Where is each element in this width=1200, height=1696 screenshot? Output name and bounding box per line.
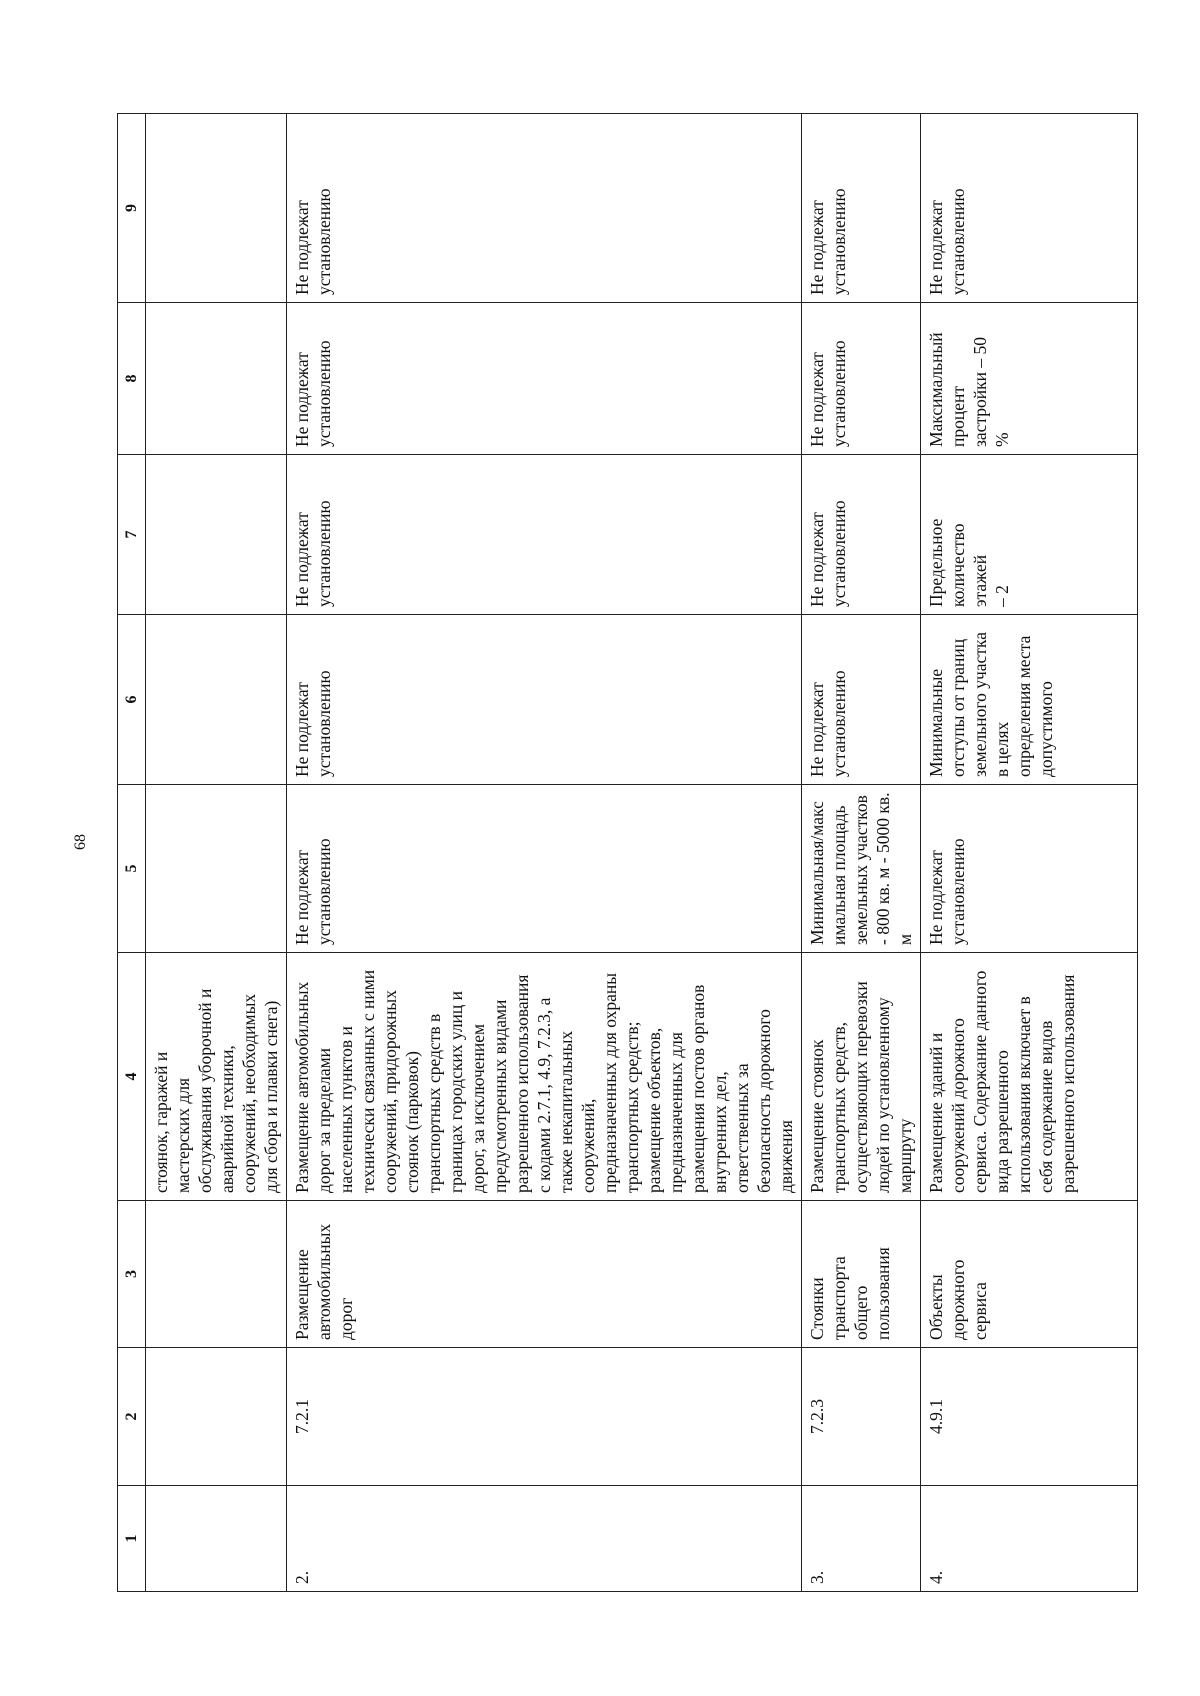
table-row bbox=[802, 114, 921, 1592]
area-cell: Не подлежат установлению bbox=[921, 785, 1138, 953]
coverage-cell: Не подлежат установлению bbox=[802, 303, 921, 455]
rotated-table-container bbox=[117, 114, 1105, 1592]
row-number-cell: 4. bbox=[921, 1486, 1138, 1592]
floors-cell bbox=[146, 455, 287, 615]
setback-cell: Не подлежат установлению bbox=[287, 615, 802, 785]
code-cell: 4.9.1 bbox=[921, 1348, 1138, 1486]
code-cell: 7.2.3 bbox=[802, 1348, 921, 1486]
floors-cell: Предельное количество этажей – 2 bbox=[921, 455, 1138, 615]
extra-cell: Не подлежат установлению bbox=[921, 114, 1138, 303]
coverage-cell bbox=[146, 303, 287, 455]
use-name-cell: Размещение автомобильных дорог bbox=[287, 1201, 802, 1348]
description-cell: Размещение автомобильных дорог за пределами населенных пунктов и технически связанных с ними сооружений, придорожных стоянок (парковок) транспортных средств в границах городских улиц и дорог, за исключением предусмотренных видами разрешенного использования с кодами 2.7.1, 4.9, 7.2.3, а также некапитальных сооружений, предназначенных для охраны транспортных средств; размещение объектов, предназначенных для размещения постов органов внутренних дел, ответственных за безопасность дорожного движения bbox=[287, 953, 802, 1201]
area-cell: Минимальная/макс имальная площадь земельных участков - 800 кв. м - 5000 кв. м bbox=[802, 785, 921, 953]
row-number-cell bbox=[146, 1486, 287, 1592]
page-number: 68 bbox=[72, 834, 89, 850]
area-cell bbox=[146, 785, 287, 953]
row-number-cell: 3. bbox=[802, 1486, 921, 1592]
description-cell: Размещение зданий и сооружений дорожного сервиса. Содержание данного вида разрешенного использования включает в себя содержание видов разрешенного использования bbox=[921, 953, 1138, 1201]
setback-cell bbox=[146, 615, 287, 785]
header-cell: 3 bbox=[118, 1201, 146, 1348]
use-name-cell bbox=[146, 1201, 287, 1348]
description-cell: Размещение стоянок транспортных средств, осуществляющих перевозки людей по установленному маршруту bbox=[802, 953, 921, 1201]
header-cell: 9 bbox=[118, 114, 146, 303]
header-cell: 7 bbox=[118, 455, 146, 615]
table-header-row bbox=[118, 114, 146, 1592]
setback-cell: Не подлежат установлению bbox=[802, 615, 921, 785]
table-row bbox=[146, 114, 287, 1592]
header-cell: 8 bbox=[118, 303, 146, 455]
table-row bbox=[921, 114, 1138, 1592]
header-cell: 2 bbox=[118, 1348, 146, 1486]
coverage-cell: Не подлежат установлению bbox=[287, 303, 802, 455]
setback-cell: Минимальные отступы от границ земельного участка в целях определения места допустимого bbox=[921, 615, 1138, 785]
header-cell: 4 bbox=[118, 953, 146, 1201]
header-cell: 5 bbox=[118, 785, 146, 953]
land-use-table bbox=[117, 113, 1138, 1592]
floors-cell: Не подлежат установлению bbox=[802, 455, 921, 615]
code-cell: 7.2.1 bbox=[287, 1348, 802, 1486]
header-cell: 1 bbox=[118, 1486, 146, 1592]
floors-cell: Не подлежат установлению bbox=[287, 455, 802, 615]
area-cell: Не подлежат установлению bbox=[287, 785, 802, 953]
header-cell: 6 bbox=[118, 615, 146, 785]
extra-cell: Не подлежат установлению bbox=[802, 114, 921, 303]
use-name-cell: Стоянки транспорта общего пользования bbox=[802, 1201, 921, 1348]
row-number-cell: 2. bbox=[287, 1486, 802, 1592]
extra-cell bbox=[146, 114, 287, 303]
code-cell bbox=[146, 1348, 287, 1486]
extra-cell: Не подлежат установлению bbox=[287, 114, 802, 303]
coverage-cell: Максимальный процент застройки – 50 % bbox=[921, 303, 1138, 455]
table-row bbox=[287, 114, 802, 1592]
use-name-cell: Объекты дорожного сервиса bbox=[921, 1201, 1138, 1348]
description-cell: стоянок, гаражей и мастерских для обслуживания уборочной и аварийной техники, сооружений, необходимых для сбора и плавки снега) bbox=[146, 953, 287, 1201]
